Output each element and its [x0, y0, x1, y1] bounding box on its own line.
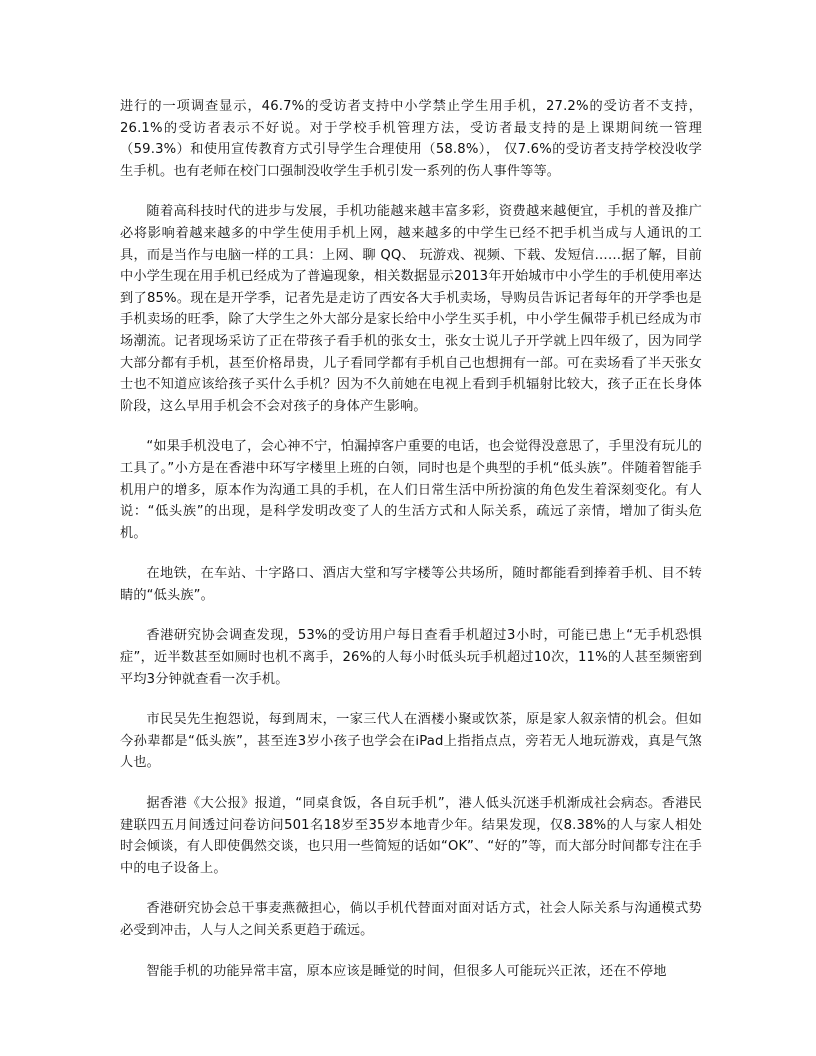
paragraph-public-places: 在地铁，在车站、十字路口、酒店大堂和写字楼等公共场所，随时都能看到捧着手机、目不转睛的“低头族”。: [120, 566, 702, 603]
paragraph-citizen-complaint: 市民吴先生抱怨说，每到周末，一家三代人在酒楼小聚或饮茶，原是家人叙亲情的机会。但如今孙辈都是“低头族”，甚至连3岁小孩子也学会在iPad上指指点点，旁若无人地玩游戏，真是气煞人也。: [120, 712, 702, 771]
document-page: [120, 96, 702, 1001]
paragraph-research-findings: 香港研究协会调查发现，53%的受访用户每日查看手机超过3小时，可能已患上“无手机恐惧症”，近半数甚至如厕时也机不离手，26%的人每小时低头玩手机超过10次，11%的人甚至频密到平均3分钟就查看一次手机。: [120, 628, 702, 687]
paragraph-phone-popularity: 随着高科技时代的进步与发展，手机功能越来越丰富多彩，资费越来越便宜，手机的普及推广必将影响着越来越多的中学生使用手机上网，越来越多的中学生已经不把手机当成与人通讯的工具，而是当作与电脑一样的工具：上网、聊 QQ、 玩游戏、视频、下载、发短信……据了解，目前中小学生现在用手机已经成为了普遍现象，相关数据显示2013年开始城市中小学生的手机使用率达到了85%。现在是开学季，记者先是走访了西安各大手机卖场，导购员告诉记者每年的开学季也是手机卖场的旺季，除了大学生之外大部分是家长给中小学生买手机，中小学生佩带手机已经成为市场潮流。记者现场采访了正在带孩子看手机的张女士，张女士说儿子开学就上四年级了，因为同学大部分都有手机，甚至价格昂贵，儿子看同学都有手机自己也想拥有一部。可在卖场看了半天张女士也不知道应该给孩子买什么手机？因为不久前她在电视上看到手机辐射比较大，孩子正在长身体阶段，这么早用手机会不会对孩子的身体产生影响。: [120, 204, 702, 414]
paragraph-head-down-tribe: “如果手机没电了，会心神不宁，怕漏掉客户重要的电话，也会觉得没意思了，手里没有玩儿的工具了。”小方是在香港中环写字楼里上班的白领，同时也是个典型的手机“低头族”。伴随着智能手机用户的增多，原本作为沟通工具的手机，在人们日常生活中所扮演的角色发生着深刻变化。有人说：“低头族”的出现，是科学发明改变了人的生活方式和人际关系，疏远了亲情，增加了街头危机。: [120, 439, 702, 541]
paragraph-news-report: 据香港《大公报》报道，“同桌食饭，各自玩手机”，港人低头沉迷手机渐成社会病态。香港民建联四五月间透过问卷访问501名18岁至35岁本地青少年。结果发现，仅8.38%的人与家人相处时会倾谈，有人即使偶然交谈，也只用一些简短的话如“OK”、“好的”等，而大部分时间都专注在手中的电子设备上。: [120, 796, 702, 876]
paragraph-survey-results: 进行的一项调查显示，46.7%的受访者支持中小学禁止学生用手机，27.2%的受访者不支持，26.1%的受访者表示不好说。对于学校手机管理方法，受访者最支持的是上课期间统一管理（59.3%）和使用宣传教育方式引导学生合理使用（58.8%）， 仅7.6%的受访者支持学校没收学生手机。也有老师在校门口强制没收学生手机引发一系列的伤人事件等等。: [120, 99, 702, 179]
paragraph-social-concern: 香港研究协会总干事麦燕薇担心，倘以手机代替面对面对话方式，社会人际关系与沟通模式势必受到冲击，人与人之间关系更趋于疏远。: [120, 901, 702, 938]
paragraph-smartphone-functions: 智能手机的功能异常丰富，原本应该是睡觉的时间，但很多人可能玩兴正浓，还在不停地: [146, 963, 667, 979]
